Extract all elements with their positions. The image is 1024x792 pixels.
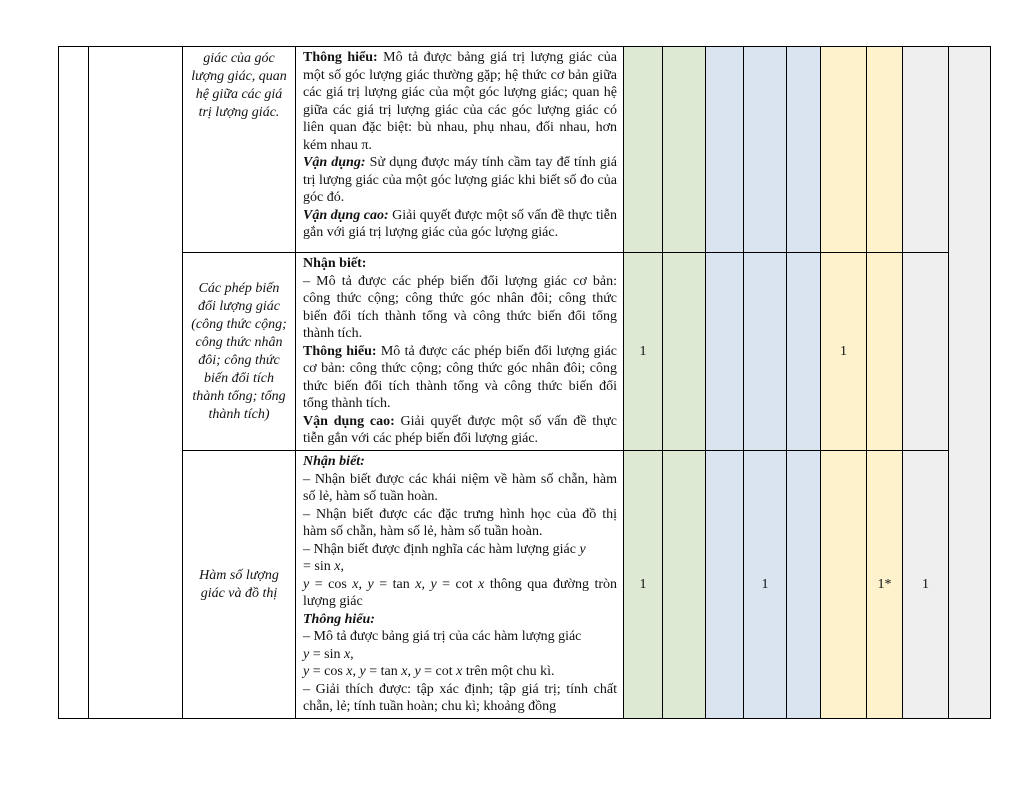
topic-cell: [183, 253, 296, 451]
left-spacer-column-1: [59, 47, 89, 718]
matrix-value-cell: [787, 253, 821, 451]
description-paragraph: Vận dụng cao: Giải quyết được một số vấn đề thực tiễn gắn với các phép biến đổi lượng giác.: [303, 413, 617, 446]
matrix-value-cell: [903, 451, 949, 718]
question-count: 1*: [877, 576, 892, 592]
matrix-value-cell: [706, 451, 744, 718]
description-paragraph: – Mô tả được bảng giá trị của các hàm lượng giác y = sin x, y = cos x, y = tan x, y = cot x trên một chu kì.: [303, 629, 582, 679]
matrix-value-cell: [624, 47, 663, 253]
description-cell: [296, 253, 624, 451]
description-cell: [296, 451, 624, 718]
matrix-value-cell: [903, 47, 949, 253]
description-paragraph: – Giải thích được: tập xác định; tập giá trị; tính chất chẵn, lẻ; tính tuần hoàn; chu kì; khoảng đồng: [303, 681, 617, 714]
matrix-value-cell: [663, 451, 706, 718]
matrix-value-cell: [903, 253, 949, 451]
matrix-value-cell: [821, 253, 867, 451]
matrix-value-cell: [787, 47, 821, 253]
question-count: 1: [840, 343, 847, 359]
topic-cell: [183, 451, 296, 718]
matrix-value-cell: [787, 451, 821, 718]
matrix-value-cell: [821, 451, 867, 718]
question-count: 1: [639, 343, 647, 359]
description-cell: [296, 47, 624, 253]
right-column-merged: [949, 47, 990, 718]
matrix-value-cell: [867, 47, 903, 253]
topic-text: Hàm số lượng giác và đồ thị: [199, 567, 279, 601]
matrix-value-cell: [624, 451, 663, 718]
topic-cell: [183, 47, 296, 253]
specification-matrix-table: [58, 46, 991, 719]
topic-text: giác của góc lượng giác, quan hệ giữa các giá trị lượng giác.: [191, 51, 287, 120]
matrix-value-cell: [663, 47, 706, 253]
description-paragraph: – Mô tả được các phép biến đổi lượng giác cơ bản: công thức cộng; công thức góc nhân đôi; công thức biến đổi tích thành tổng và công thức biến đổi tổng thành tích.: [303, 273, 617, 341]
question-count: 1: [639, 576, 647, 592]
matrix-value-cell: [867, 253, 903, 451]
matrix-value-cell: [744, 451, 787, 718]
topic-text: Các phép biến đổi lượng giác (công thức cộng; công thức nhân đôi; công thức biến đổi tích thành tổng; tổng thành tích): [191, 280, 287, 422]
description-paragraph: Nhận biết:: [303, 256, 367, 271]
description-paragraph: Vận dụng: Sử dụng được máy tính cầm tay để tính giá trị lượng giác của một góc lượng giác khi biết số đo của góc đó.: [303, 155, 618, 205]
matrix-value-cell: [624, 253, 663, 451]
description-paragraph: Thông hiểu: Mô tả được các phép biến đổi lượng giác cơ bản: công thức cộng; công thức góc nhân đôi; công thức biến đổi tích thành tổng và công thức biến đổi tổng thành tích.: [303, 343, 617, 411]
matrix-value-cell: [744, 47, 787, 253]
description-paragraph: – Nhận biết được các đặc trưng hình học của đồ thị hàm số chẵn, hàm số lẻ, hàm số tuần hoàn.: [303, 506, 617, 539]
question-count: 1: [761, 576, 769, 592]
matrix-value-cell: [867, 451, 903, 718]
matrix-value-cell: [821, 47, 867, 253]
left-spacer-column-2: [89, 47, 183, 718]
matrix-value-cell: [706, 253, 744, 451]
matrix-value-cell: [663, 253, 706, 451]
question-count: 1: [922, 576, 929, 592]
description-paragraph: Nhận biết:: [303, 454, 365, 469]
description-paragraph: Vận dụng cao: Giải quyết được một số vấn đề thực tiễn gắn với giá trị lượng giác của góc lượng giác.: [303, 207, 617, 240]
matrix-value-cell: [744, 253, 787, 451]
description-paragraph: – Nhận biết được định nghĩa các hàm lượng giác y = sin x, y = cos x, y = tan x, y = cot x thông qua đường tròn lượng giác: [303, 541, 618, 609]
matrix-value-cell: [706, 47, 744, 253]
description-paragraph: – Nhận biết được các khái niệm về hàm số chẵn, hàm số lẻ, hàm số tuần hoàn.: [303, 471, 617, 504]
description-paragraph: Thông hiểu: Mô tả được bảng giá trị lượng giác của một số góc lượng giác thường gặp; hệ thức cơ bản giữa các giá trị lượng giác của một góc lượng giác; quan hệ giữa các giá trị lượng giác của các góc lượng giác có liên quan đặc biệt: bù nhau, phụ nhau, đối nhau, hơn kém nhau π.: [303, 50, 617, 153]
description-paragraph: Thông hiểu:: [303, 611, 375, 627]
